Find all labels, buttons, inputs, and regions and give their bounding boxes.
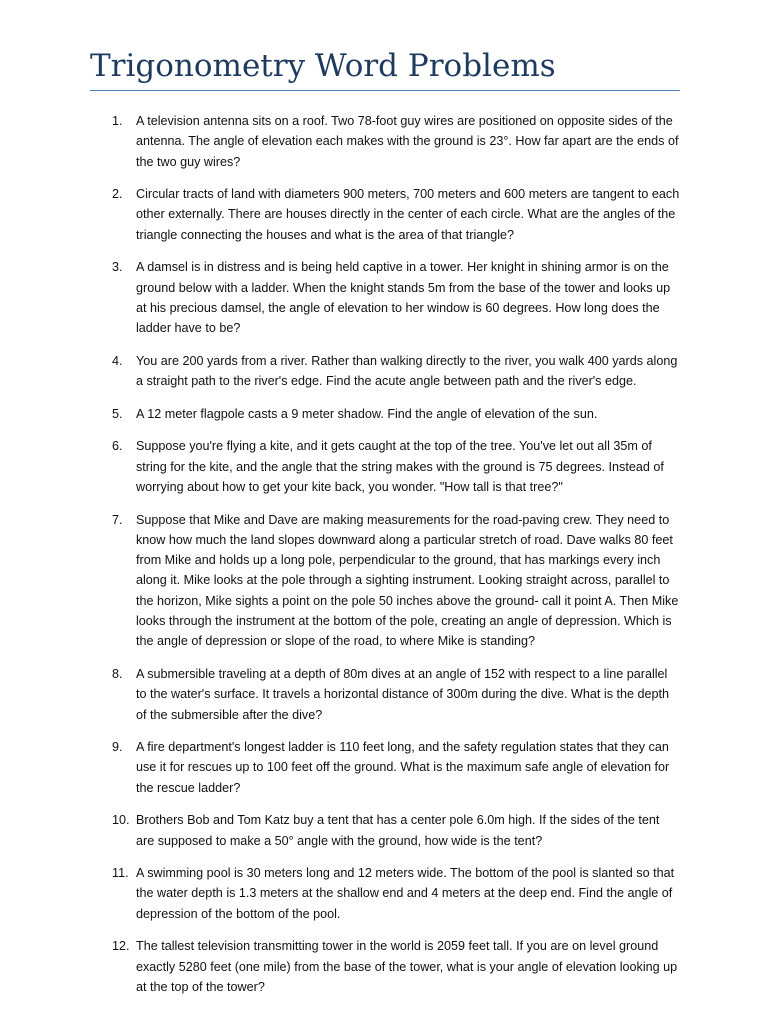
problem-item: [90, 863, 680, 924]
problem-number: 7.: [112, 512, 123, 527]
problem-item: [90, 664, 680, 725]
problem-text: Suppose you're flying a kite, and it gets caught at the top of the tree. You've let out all 35m of string for the kite, and the angle that the string makes with the ground is 75 degrees. Instead of worrying about how to get your kite back, you wonder. "How tall is that tree?": [136, 439, 664, 494]
problem-item: [90, 936, 680, 997]
page-title: Trigonometry Word Problems: [90, 48, 556, 84]
problem-list: [90, 111, 680, 1010]
problem-item: [90, 510, 680, 652]
problem-number: 3.: [112, 260, 123, 275]
problem-text: A submersible traveling at a depth of 80m dives at an angle of 152 with respect to a line parallel to the water's surface. It travels a horizontal distance of 300m during the dive. What is the depth of the submersible after the dive?: [136, 666, 670, 722]
problem-text: A damsel is in distress and is being held captive in a tower. Her knight in shining armor is on the ground below with a ladder. When the knight stands 5m from the base of the tower and looks up at his precious damsel, the angle of elevation to her window is 60 degrees. How long does the ladder have to be?: [136, 260, 671, 336]
problem-item: [90, 111, 680, 172]
problem-item: [90, 436, 680, 497]
problem-item: [90, 351, 680, 392]
problem-text: A swimming pool is 30 meters long and 12 meters wide. The bottom of the pool is slanted so that the water depth is 1.3 meters at the shallow end and 4 meters at the deep end. Find the angle of depression of the bottom of the pool.: [136, 866, 675, 921]
problem-text: The tallest television transmitting tower in the world is 2059 feet tall. If you are on level ground exactly 5280 feet (one mile) from the base of the tower, what is your angle of elevation looking up at the top of the tower?: [136, 939, 678, 994]
problem-text: Circular tracts of land with diameters 900 meters, 700 meters and 600 meters are tangent to each other externally. There are houses directly in the center of each circle. What are the angles of the triangle connecting the houses and what is the area of that triangle?: [136, 187, 680, 242]
problem-number: 12.: [112, 939, 130, 954]
problem-text: Suppose that Mike and Dave are making measurements for the road-paving crew. They need to know how much the land slopes downward along a particular stretch of road. Dave walks 80 feet from Mike and holds up a long pole, perpendicular to the ground, that has markings every inch along it. Mike looks at the pole through a sighting instrument. Looking straight across, parallel to the horizon, Mike sights a point on the pole 50 inches above the ground- call it point A. Then Mike looks through the instrument at the bottom of the pole, creating an angle of depression. Which is the angle of depression or slope of the road, to where Mike is standing?: [136, 512, 679, 649]
problem-text: Brothers Bob and Tom Katz buy a tent that has a center pole 6.0m high. If the sides of the tent are supposed to make a 50° angle with the ground, how wide is the tent?: [136, 813, 660, 848]
problem-number: 11.: [112, 866, 129, 881]
problem-item: [90, 184, 680, 245]
problem-item: [90, 257, 680, 338]
problem-item: [90, 404, 680, 424]
problem-item: [90, 810, 680, 851]
problem-number: 4.: [112, 353, 123, 368]
problem-number: 5.: [112, 406, 123, 421]
problem-number: 2.: [112, 187, 123, 202]
problem-number: 9.: [112, 740, 123, 755]
problem-number: 1.: [112, 114, 123, 128]
problem-number: 8.: [112, 666, 123, 681]
problem-text: A television antenna sits on a roof. Two 78-foot guy wires are positioned on opposite sides of the antenna. The angle of elevation each makes with the ground is 23°. How far apart are the ends of the two guy wires?: [136, 114, 679, 169]
problem-text: A 12 meter flagpole casts a 9 meter shadow. Find the angle of elevation of the sun.: [136, 406, 598, 421]
problem-text: A fire department's longest ladder is 110 feet long, and the safety regulation states that they can use it for rescues up to 100 feet off the ground. What is the maximum safe angle of elevation for the rescue ladder?: [136, 740, 670, 795]
title-underline: [90, 90, 680, 91]
problem-item: [90, 737, 680, 798]
problem-text: You are 200 yards from a river. Rather than walking directly to the river, you walk 400 yards along a straight path to the river's edge. Find the acute angle between path and the river's edge.: [136, 353, 678, 389]
problem-number: 10.: [112, 813, 130, 828]
problem-number: 6.: [112, 439, 123, 454]
